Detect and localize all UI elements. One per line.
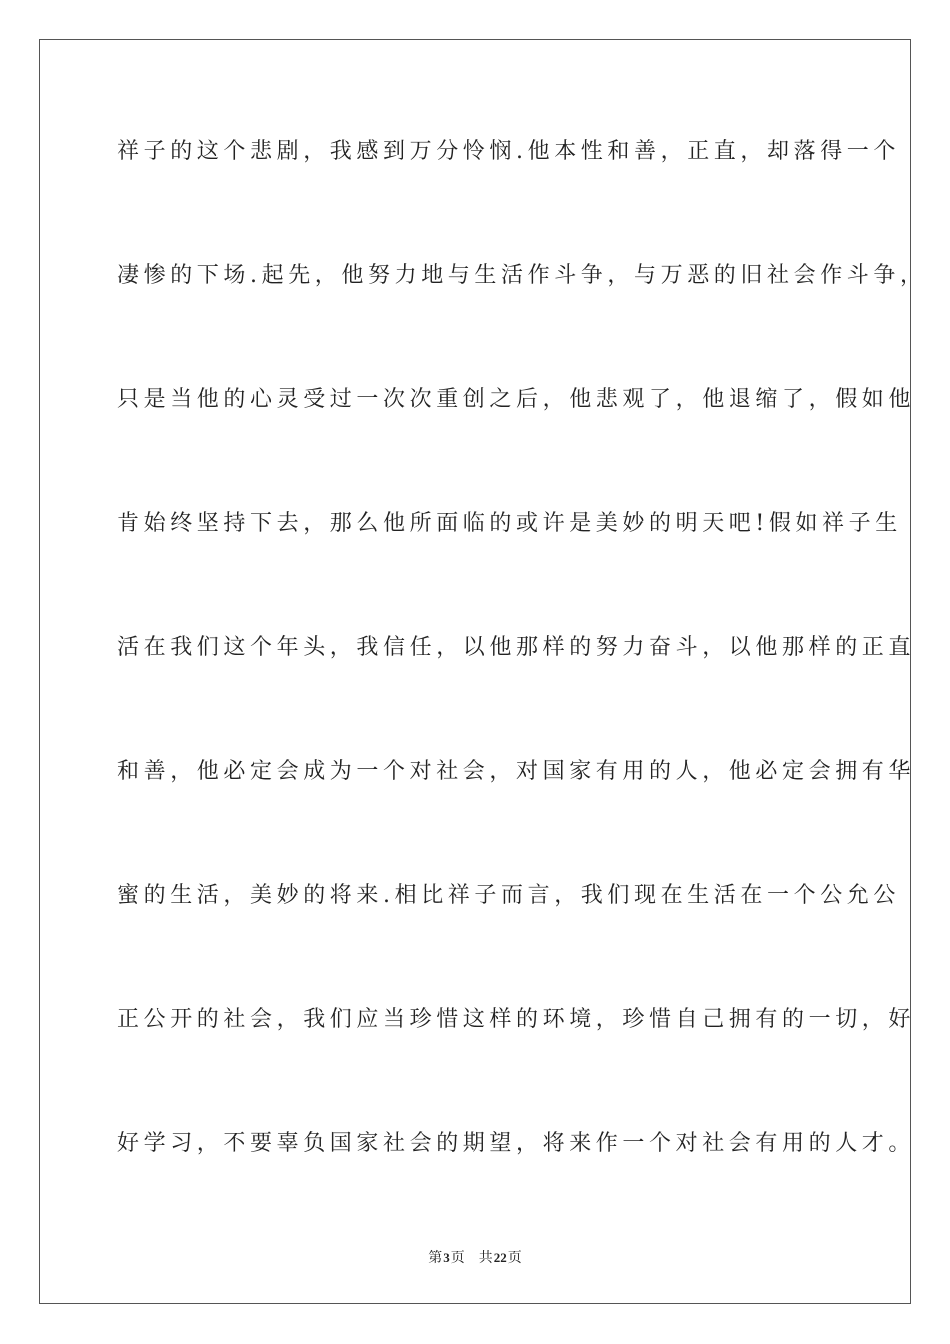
paragraph-line: 好学习，不要辜负国家社会的期望，将来作一个对社会有用的人才。: [117, 1131, 916, 1156]
page-footer: [0, 1247, 950, 1267]
page-number: 3: [443, 1250, 450, 1265]
total-prefix: 共: [478, 1251, 493, 1266]
paragraph-line: 正公开的社会，我们应当珍惜这样的环境，珍惜自己拥有的一切，好: [117, 1007, 916, 1032]
paragraph-line: 只是当他的心灵受过一次次重创之后，他悲观了，他退缩了，假如他: [117, 387, 916, 412]
total-pages: 22: [493, 1250, 507, 1265]
paragraph-line: 和善，他必定会成为一个对社会，对国家有用的人，他必定会拥有华: [117, 759, 916, 784]
paragraph-line: 活在我们这个年头，我信任，以他那样的努力奋斗，以他那样的正直: [117, 635, 916, 660]
paragraph-line: 凄惨的下场.起先，他努力地与生活作斗争，与万恶的旧社会作斗争，: [117, 263, 927, 288]
document-body: [117, 121, 927, 1175]
page-suffix: 页: [450, 1251, 465, 1266]
paragraph-line: 肯始终坚持下去，那么他所面临的或许是美妙的明天吧!假如祥子生: [117, 511, 902, 536]
total-suffix: 页: [507, 1251, 522, 1266]
paragraph-line: 蜜的生活，美妙的将来.相比祥子而言，我们现在生活在一个公允公: [117, 883, 900, 908]
page-prefix: 第: [428, 1251, 443, 1266]
paragraph-line: 祥子的这个悲剧，我感到万分怜悯.他本性和善，正直，却落得一个: [117, 139, 900, 164]
